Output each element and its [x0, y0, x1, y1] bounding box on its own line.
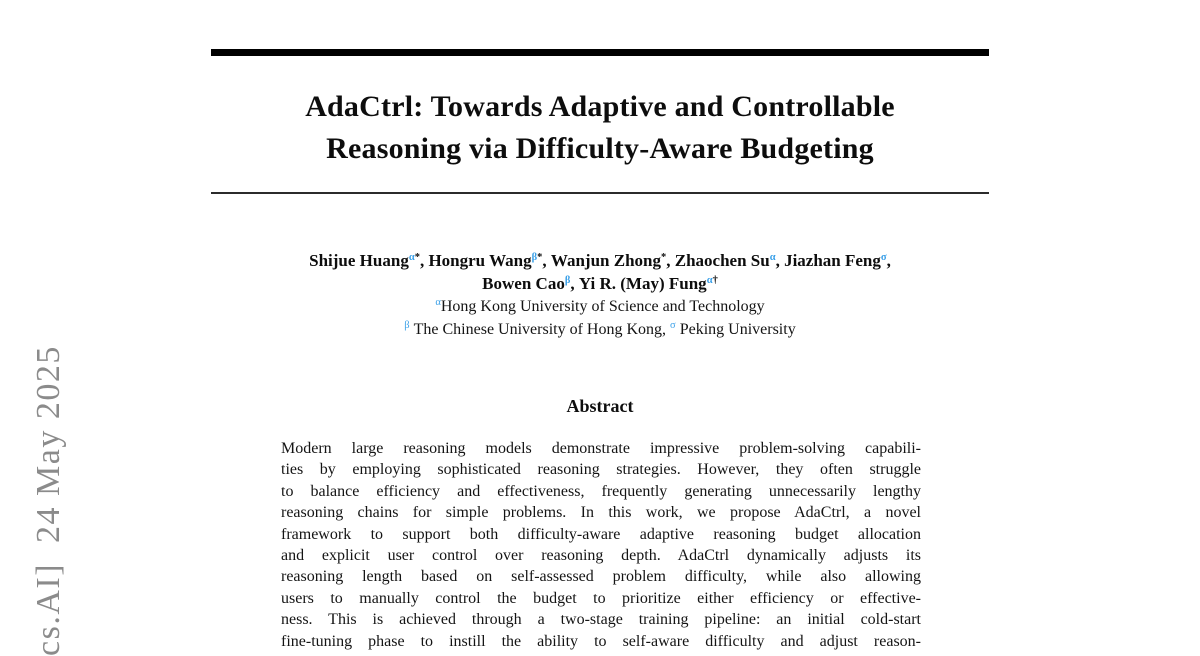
author-text: ,	[542, 251, 551, 270]
author-superscript: β	[564, 275, 571, 286]
abstract-line: ties by employing sophisticated reasoning strategies. However, they often struggle	[281, 461, 921, 479]
author-superscript: α	[706, 275, 713, 286]
author-text: Wanjun Zhong	[550, 251, 661, 270]
abstract-line: fine-tuning phase to instill the ability to self-aware difficulty and adjust reason-	[281, 632, 921, 650]
abstract-line: framework to support both difficulty-aware adaptive reasoning budget allocation	[281, 525, 921, 543]
paper-title-line-2: Reasoning via Difficulty-Aware Budgeting	[326, 132, 874, 165]
author-text: Jiazhan Feng	[784, 251, 881, 270]
author-text: Hongru Wang	[428, 251, 532, 270]
author-line-1	[160, 249, 1040, 272]
arxiv-stamp: cs.AI] 24 May 2025	[30, 345, 67, 656]
abstract-heading: Abstract	[566, 396, 634, 416]
author-text: The Chinese University of Hong Kong,	[409, 321, 671, 338]
author-text: Hong Kong University of Science and Technology	[440, 298, 765, 315]
author-superscript: β	[404, 320, 410, 331]
author-text: ,	[886, 251, 891, 270]
author-superscript: †	[712, 275, 718, 286]
author-text: Bowen Cao	[482, 274, 565, 293]
author-text: Shijue Huang	[309, 251, 409, 270]
author-text: ,	[570, 274, 579, 293]
author-superscript: α	[435, 297, 441, 308]
author-text: Zhaochen Su	[674, 251, 770, 270]
abstract-line: to balance efficiency and effectiveness, frequently generating unnecessarily lengthy	[281, 482, 921, 500]
author-text: Peking University	[675, 321, 796, 338]
author-text: ,	[775, 251, 785, 270]
author-superscript: σ	[670, 320, 676, 331]
abstract-line: and explicit user control over reasoning depth. AdaCtrl dynamically adjusts its	[281, 546, 921, 564]
affiliation-line-2	[160, 318, 1040, 341]
author-superscript: α	[769, 252, 776, 263]
author-block	[160, 249, 1040, 341]
title-rule-bottom	[211, 192, 989, 194]
author-superscript: α	[408, 252, 415, 263]
abstract-line: users to manually control the budget to prioritize either efficiency or effective-	[281, 589, 921, 607]
author-superscript: *	[414, 252, 420, 263]
affiliation-line-1	[160, 295, 1040, 318]
abstract-line: reasoning chains for simple problems. In this work, we propose AdaCtrl, a novel	[281, 504, 921, 522]
paper-title	[211, 86, 989, 170]
author-text: ,	[419, 251, 429, 270]
abstract-body	[281, 438, 921, 652]
author-line-2	[160, 272, 1040, 295]
author-text: Yi R. (May) Fung	[578, 274, 707, 293]
title-rule-top	[211, 49, 989, 56]
abstract-line: Modern large reasoning models demonstrate impressive problem-solving capabili-	[281, 440, 921, 457]
abstract-line: reasoning length based on self-assessed problem difficulty, while also allowing	[281, 568, 921, 586]
author-superscript: σ	[880, 252, 887, 263]
author-superscript: β	[531, 252, 538, 263]
author-text: ,	[666, 251, 675, 270]
abstract-line: ness. This is achieved through a two-stage training pipeline: an initial cold-start	[281, 611, 921, 629]
paper-title-line-1: AdaCtrl: Towards Adaptive and Controllable	[305, 90, 895, 123]
author-superscript: *	[537, 252, 543, 263]
author-superscript: *	[660, 252, 667, 263]
